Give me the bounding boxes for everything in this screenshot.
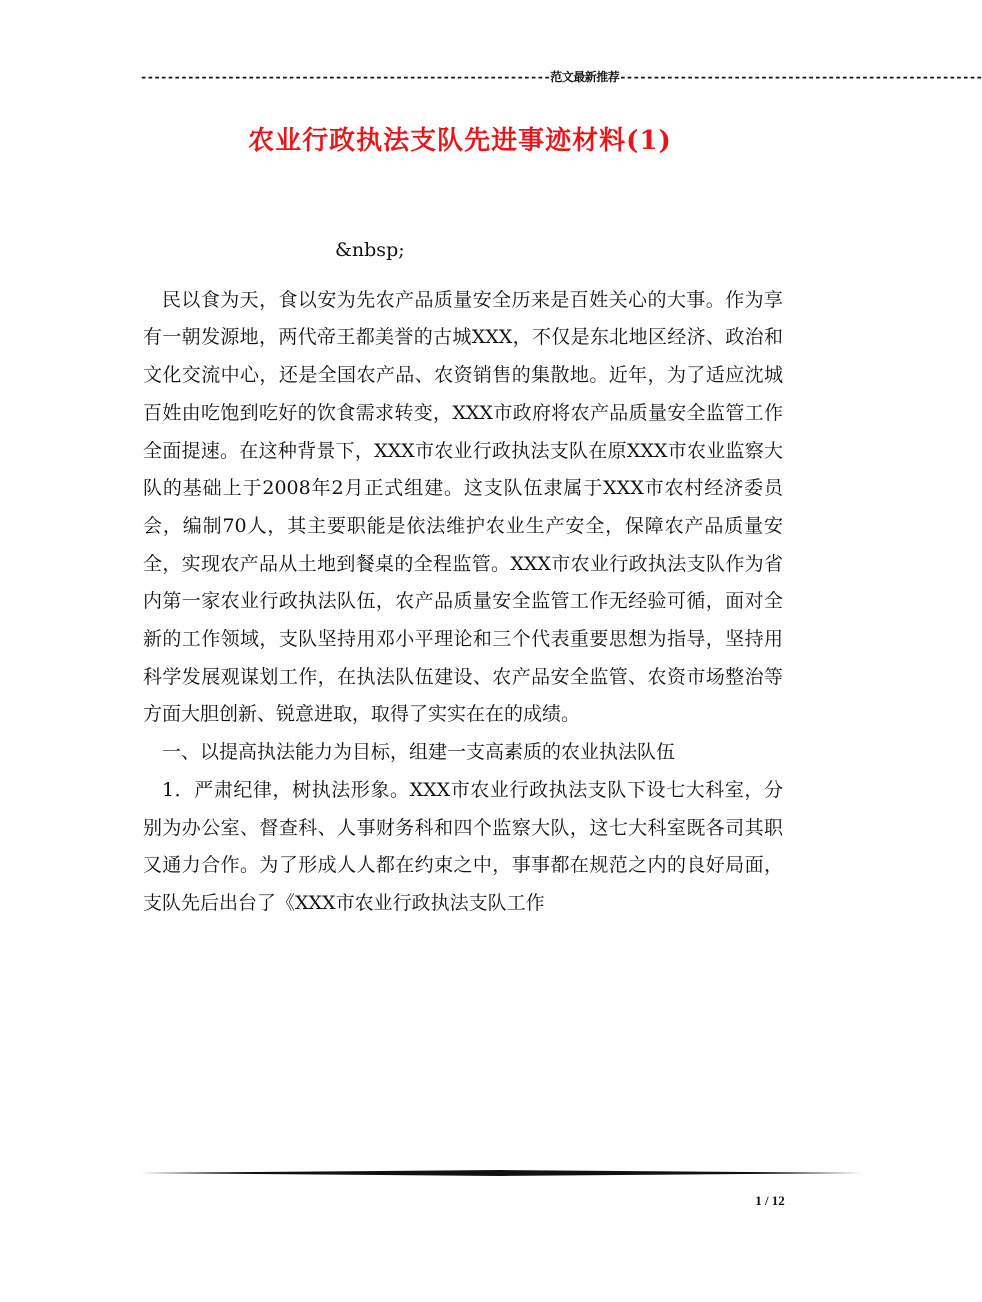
page-header-banner: -------------------------------------------------------------范文最新推荐------------------------------------------------------ — [140, 70, 982, 84]
paragraph-intro: 民以食为天，食以安为先农产品质量安全历来是百姓关心的大事。作为享有一朝发源地，两代帝王都美誉的古城XXX，不仅是东北地区经济、政治和文化交流中心，还是全国农产品、农资销售的集散地。近年，为了适应沈城百姓由吃饱到吃好的饮食需求转变，XXX市政府将农产品质量安全监管工作全面提速。在这种背景下，XXX市农业行政执法支队在原XXX市农业监察大队的基础上于2008年2月正式组建。这支队伍隶属于XXX市农村经济委员会，编制70人，其主要职能是依法维护农业生产安全，保障农产品质量安全，实现农产品从土地到餐桌的全程监管。XXX市农业行政执法支队作为省内第一家农业行政执法队伍，农产品质量安全监管工作无经验可循，面对全新的工作领域，支队坚持用邓小平理论和三个代表重要思想为指导，坚持用科学发展观谋划工作，在执法队伍建设、农产品安全监管、农资市场整治等方面大胆创新、锐意进取，取得了实实在在的成绩。 — [143, 288, 783, 726]
footer-divider — [140, 1170, 862, 1176]
document-body — [143, 232, 783, 923]
page-number: 1 / 12 — [755, 1193, 785, 1208]
section-heading-1: 一、以提高执法能力为目标，组建一支高素质的农业执法队伍 — [162, 741, 676, 764]
nbsp-placeholder-line: &nbsp; — [335, 239, 405, 261]
document-title: 农业行政执法支队先进事迹材料(1) — [248, 126, 672, 156]
paragraph-item-1: 1．严肃纪律，树执法形象。XXX市农业行政执法支队下设七大科室，分别为办公室、督查科、人事财务科和四个监察大队，这七大科室既各司其职又通力合作。为了形成人人都在约束之中，事事都在规范之内的良好局面，支队先后出台了《XXX市农业行政执法支队工作 — [143, 778, 783, 914]
